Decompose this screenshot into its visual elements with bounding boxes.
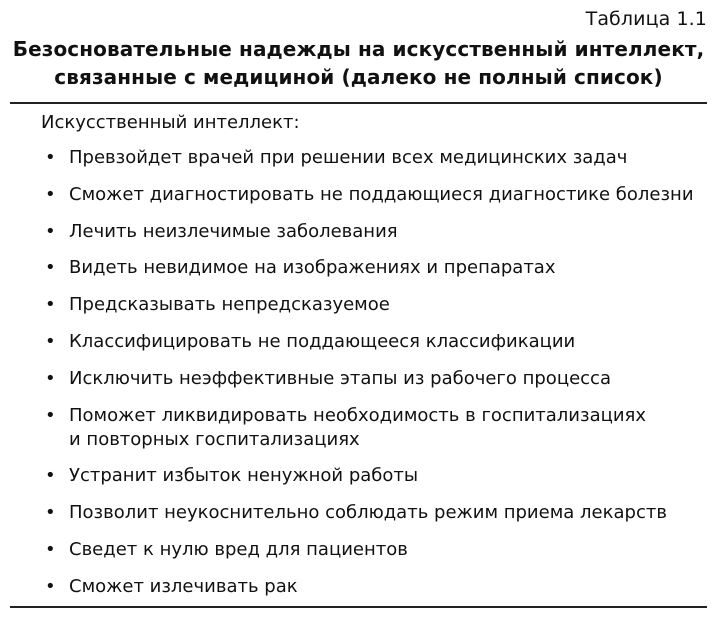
bullet-icon: • (45, 502, 56, 524)
list-item-text: Предсказывать непредсказуемое (69, 294, 390, 316)
bullet-icon: • (45, 147, 56, 168)
intro-text: Искусственный интеллект: (41, 112, 300, 133)
list-item (0, 183, 717, 207)
list-item (0, 330, 717, 354)
list-item-text: Устранит избыток ненужной работы (69, 465, 419, 487)
list-item-text: Лечить неизлечимые заболевания (69, 220, 398, 242)
bullet-icon: • (45, 330, 56, 352)
list-item-text: Исключить неэффективные этапы из рабочего процесса (69, 367, 611, 389)
list-item-text: Видеть невидимое на изображениях и препаратах (69, 257, 556, 279)
bullet-icon: • (45, 220, 56, 242)
list-item (0, 220, 717, 244)
top-rule (10, 102, 707, 104)
list-item-text: Сможет излечивать рак (69, 575, 298, 597)
list-item (0, 367, 717, 391)
list-item (0, 256, 717, 280)
bottom-rule (10, 606, 707, 608)
list-item (0, 575, 717, 599)
bullet-icon: • (45, 294, 56, 316)
list-item (0, 293, 717, 317)
list-item-text: Классифицировать не поддающееся классификации (69, 330, 576, 352)
list-item-text: Сведет к нулю вред для пациентов (69, 538, 408, 560)
bullet-icon: • (45, 575, 56, 597)
bullet-icon: • (45, 367, 56, 389)
list-item (0, 501, 717, 525)
list-item-text: Сможет диагностировать не поддающиеся диагностике болезни (69, 183, 694, 205)
list-item-text (69, 404, 717, 452)
list-item-text: Превзойдет врачей при решении всех медицинских задач (69, 147, 628, 168)
table-label: Таблица 1.1 (585, 8, 707, 30)
hopes-list (0, 146, 717, 612)
list-item (0, 538, 717, 562)
list-item (0, 404, 717, 452)
title-line-2: связанные с медициной (далеко не полный список) (54, 65, 663, 89)
bullet-icon: • (45, 538, 56, 560)
bullet-icon: • (45, 404, 56, 426)
bullet-icon: • (45, 465, 56, 487)
bullet-icon: • (45, 183, 56, 205)
table-title (0, 35, 717, 91)
list-item-text: Позволит неукоснительно соблюдать режим приема лекарств (69, 502, 667, 524)
list-item (0, 146, 717, 170)
list-item (0, 464, 717, 488)
title-line-1: Безосновательные надежды на искусственный интеллект, (12, 37, 705, 61)
bullet-icon: • (45, 257, 56, 279)
list-item-text-line-1: Поможет ликвидировать необходимость в госпитализациях (69, 404, 647, 426)
list-item-text-line-2: и повторных госпитализациях (69, 428, 360, 450)
